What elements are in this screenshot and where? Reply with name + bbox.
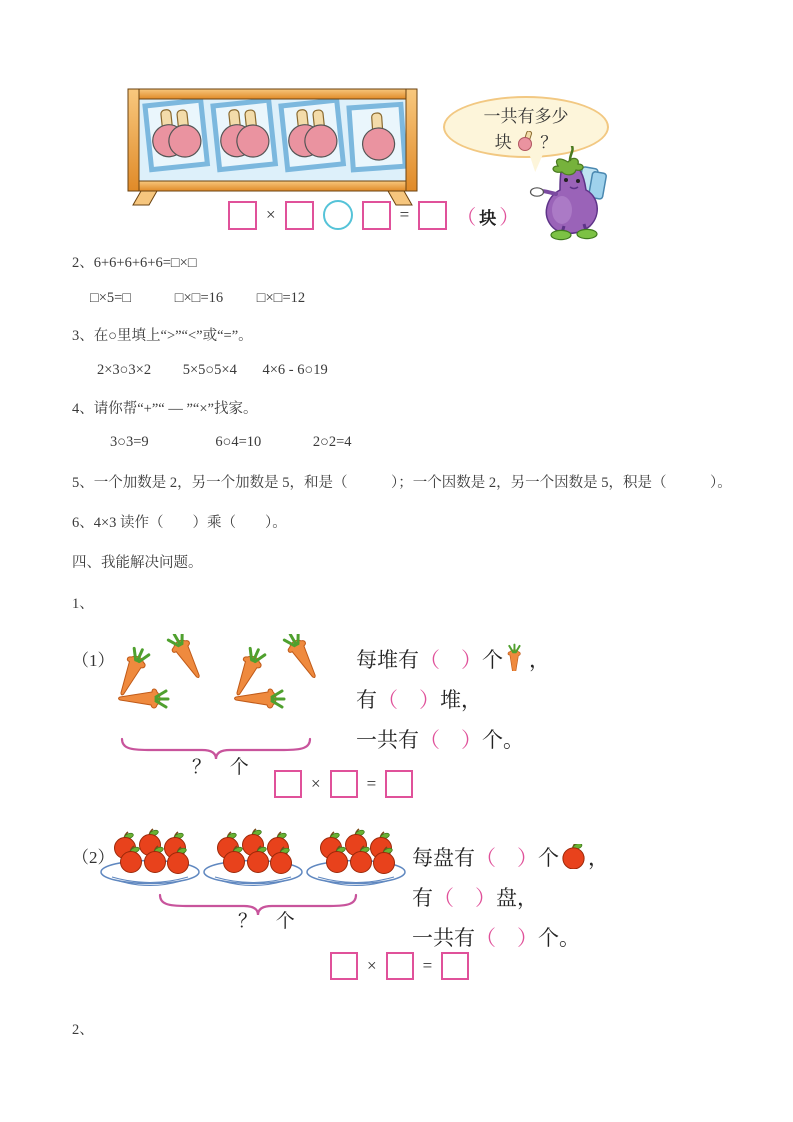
shelf-illustration — [125, 86, 420, 206]
problem1-line3: 一共有（ ）个。 — [356, 728, 524, 752]
problem2-line1: 每盘有（ ）个 ， — [412, 838, 609, 878]
fill-in-parens[interactable]: （ ） — [419, 728, 482, 752]
q3-item-2: 5×5○5×4 — [182, 362, 237, 378]
answer-box-3[interactable] — [441, 952, 469, 980]
problem1-question-count: ？ 个 — [192, 757, 256, 778]
problem1-line2: 有（ ）堆， — [356, 688, 482, 712]
problem2-line2: 有（ ）盘， — [412, 886, 538, 910]
answer-box-2[interactable] — [330, 770, 358, 798]
carrot-icon — [505, 641, 527, 671]
multiply-sign: × — [266, 205, 276, 224]
bubble-text-line1: 一共有多少 — [483, 107, 569, 126]
question-2-subitems — [90, 290, 305, 307]
question-4-title: 4、请你帮“+”“ — ”“×”找家。 — [72, 401, 258, 417]
q2-item-1: □×5=□ — [90, 290, 132, 306]
q4-item-3: 2○2=4 — [312, 434, 352, 450]
bubble-text-line2: 块 ？ — [445, 130, 607, 156]
question-4-items — [110, 434, 352, 451]
q3-item-3: 4×6 - 6○19 — [262, 362, 328, 378]
fill-in-parens[interactable]: （ ） — [475, 846, 538, 870]
unit-label: （ 块 ） — [456, 206, 520, 229]
carrot-bunch-icon — [222, 634, 322, 714]
equals-sign: = — [366, 774, 377, 793]
top-equation — [228, 200, 519, 230]
q2-item-3: □×□=12 — [256, 290, 306, 306]
eggplant-character-icon — [528, 146, 616, 242]
question-6: 6、4×3 读作（ ）乘（ ）。 — [72, 515, 287, 531]
question-3-items — [97, 362, 328, 379]
answer-box-4[interactable] — [418, 201, 447, 230]
answer-box-1[interactable] — [228, 201, 257, 230]
answer-box-2[interactable] — [285, 201, 314, 230]
q3-item-1: 2×3○3×2 — [97, 362, 152, 378]
operator-circle[interactable] — [323, 200, 353, 230]
answer-box-3[interactable] — [385, 770, 413, 798]
subitem-1-label: 1、 — [72, 596, 94, 612]
question-2-line1: 2、6+6+6+6+6=□×□ — [72, 255, 197, 271]
problem2-question-count: ？ 个 — [238, 911, 302, 932]
answer-box-1[interactable] — [330, 952, 358, 980]
fill-in-parens[interactable]: （ ） — [433, 886, 496, 910]
fill-in-parens[interactable]: （ ） — [377, 688, 440, 712]
section-4-heading: 四、我能解决问题。 — [72, 555, 203, 571]
problem1-text — [356, 640, 550, 760]
question-5: 5、一个加数是 2，另一个加数是 5，和是（ ）；一个因数是 2，另一个因数是 5，积是（ ）。 — [72, 475, 732, 491]
q2-item-2: □×□=16 — [174, 290, 224, 306]
answer-box-3[interactable] — [362, 201, 391, 230]
multiply-sign: × — [367, 956, 377, 975]
multiply-sign: × — [311, 774, 321, 793]
problem1-equation — [274, 770, 413, 798]
equals-sign: = — [399, 205, 410, 224]
apple-plates-illustration — [98, 818, 412, 892]
q4-item-1: 3○3=9 — [110, 434, 149, 450]
fill-in-parens[interactable]: （ ） — [419, 648, 482, 672]
answer-box-2[interactable] — [386, 952, 414, 980]
carrot-bunch-icon — [106, 634, 206, 714]
q4-item-2: 6○4=10 — [215, 434, 262, 450]
problem2-label: （2） — [72, 848, 115, 867]
question-3-title: 3、在○里填上“>”“<”或“=”。 — [72, 328, 253, 344]
problem2-text — [412, 838, 609, 958]
fill-in-parens[interactable]: （ ） — [475, 926, 538, 950]
apple-icon — [561, 844, 586, 869]
problem2-equation — [330, 952, 469, 980]
problem1-line1: 每堆有（ ）个 ， — [356, 640, 550, 680]
problem1-label: （1） — [72, 651, 115, 670]
problem2-line3: 一共有（ ）个。 — [412, 926, 580, 950]
subitem-2-label: 2、 — [72, 1022, 94, 1038]
answer-box-1[interactable] — [274, 770, 302, 798]
equals-sign: = — [422, 956, 433, 975]
